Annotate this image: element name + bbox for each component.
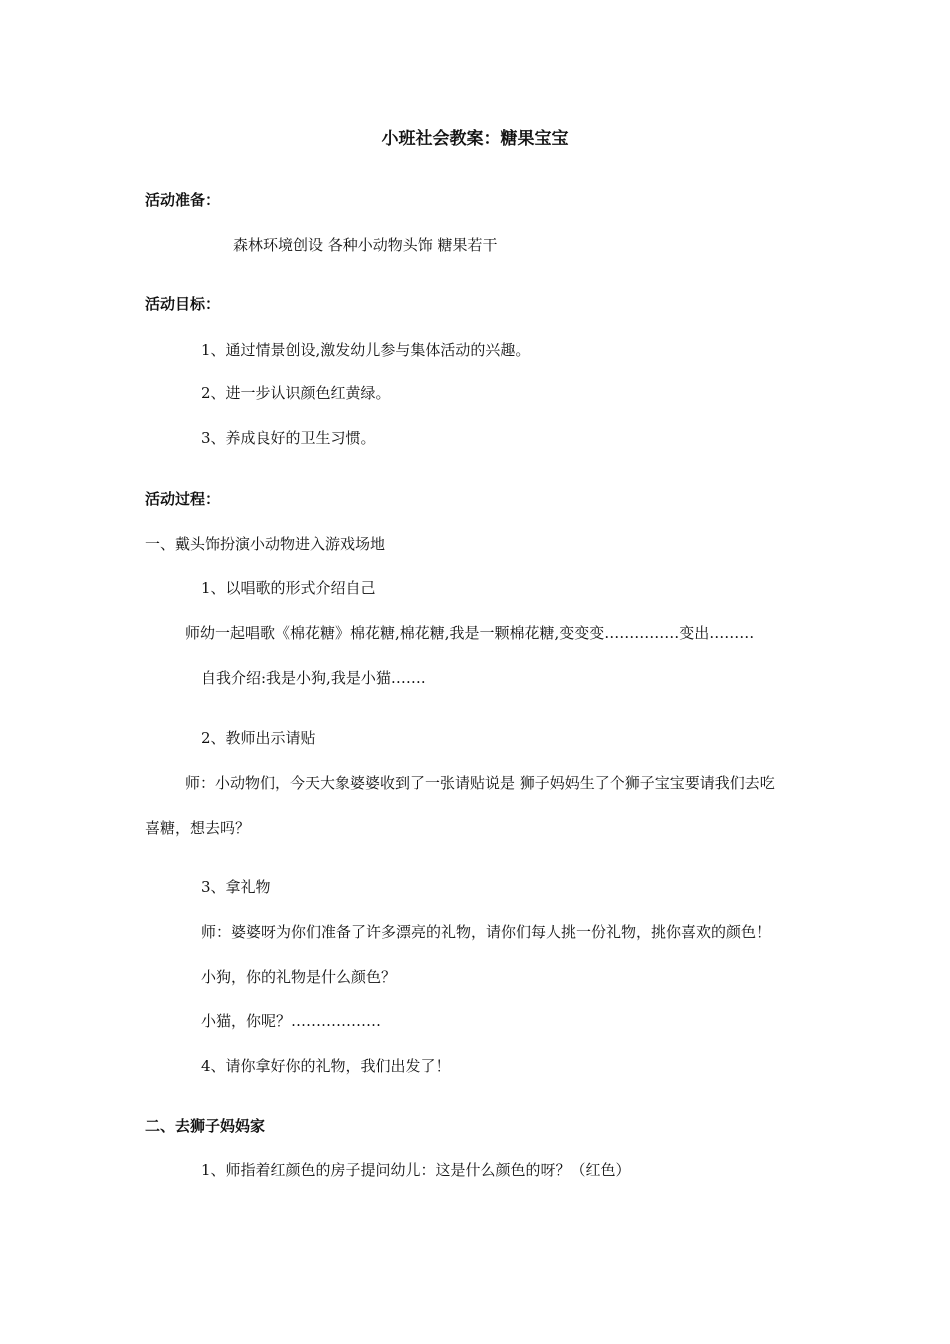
part1-heading: 一、戴头饰扮演小动物进入游戏场地 (145, 535, 386, 553)
goal-item-3: 3、养成良好的卫生习惯。 (201, 429, 376, 447)
part1-step2-line2: 喜糖，想去吗？ (145, 819, 251, 837)
part1-step2-title: 2、教师出示请贴 (201, 729, 316, 747)
part1-step3-line2: 小狗，你的礼物是什么颜色？ (201, 968, 397, 986)
preparation-heading: 活动准备： (145, 191, 221, 209)
part1-step3-title: 3、拿礼物 (201, 878, 271, 896)
document-title: 小班社会教案：糖果宝宝 (381, 129, 569, 149)
goals-heading: 活动目标： (145, 295, 221, 313)
part1-step3-line3: 小猫，你呢？……………… (201, 1012, 382, 1030)
part1-step1-line1: 师幼一起唱歌《棉花糖》棉花糖,棉花糖,我是一颗棉花糖,变变变……………变出……… (185, 624, 755, 642)
part2-heading: 二、去狮子妈妈家 (145, 1117, 266, 1135)
part1-step2-line1: 师：小动物们，今天大象婆婆收到了一张请贴说是 狮子妈妈生了个狮子宝宝要请我们去吃 (185, 774, 775, 792)
goal-item-1: 1、通过情景创设,激发幼儿参与集体活动的兴趣。 (201, 341, 531, 359)
part1-step3-line1: 师：婆婆呀为你们准备了许多漂亮的礼物，请你们每人挑一份礼物，挑你喜欢的颜色！ (201, 923, 772, 941)
part1-step1-title: 1、以唱歌的形式介绍自己 (201, 579, 376, 597)
preparation-items: 森林环境创设 各种小动物头饰 糖果若干 (233, 236, 498, 254)
process-heading: 活动过程： (145, 490, 221, 508)
part2-step1-title: 1、师指着红颜色的房子提问幼儿：这是什么颜色的呀？（红色） (201, 1161, 631, 1179)
part1-step1-line2: 自我介绍:我是小狗,我是小猫……. (201, 669, 426, 687)
goal-item-2: 2、进一步认识颜色红黄绿。 (201, 384, 391, 402)
part1-step4-title: 4、请你拿好你的礼物，我们出发了！ (201, 1057, 451, 1075)
